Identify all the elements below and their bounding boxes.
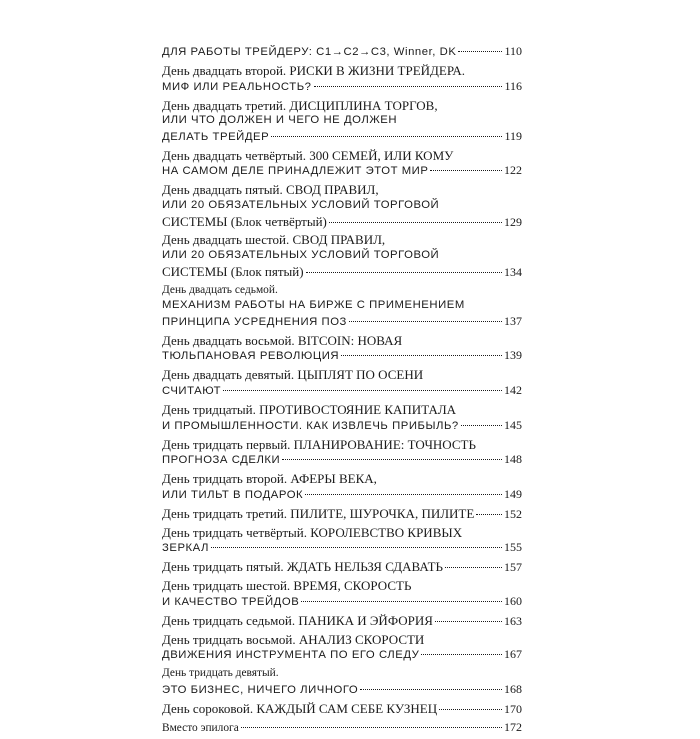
page-number: 116 [504,78,522,93]
leader-dots [211,547,502,548]
toc-entry-last-line [162,682,522,699]
leader-dots [341,355,502,356]
leader-dots [329,222,502,223]
toc-entry-line: ИЛИ 20 ОБЯЗАТЕЛЬНЫХ УСЛОВИЙ ТОРГОВОЙ [162,198,440,211]
toc-entry-title: День сороковой. КАЖДЫЙ САМ СЕБЕ КУЗНЕЦ [162,700,438,716]
page-number: 110 [504,44,522,58]
toc-entry-line: День тридцать первый. ПЛАНИРОВАНИЕ: ТОЧНОСТЬ [162,436,476,452]
toc-entry [162,283,522,331]
toc-entry [162,632,522,664]
toc-entry-title: И КАЧЕСТВО ТРЕЙДОВ [162,595,300,608]
page-number: 149 [504,486,522,501]
page-number: 148 [504,452,522,467]
toc-entry-last-line [162,418,522,435]
page-number: 163 [504,613,522,628]
toc-entry [162,437,522,469]
leader-dots [349,321,502,322]
leader-dots [271,136,502,137]
toc-entry-title: НА САМОМ ДЕЛЕ ПРИНАДЛЕЖИТ ЭТОТ МИР [162,165,429,178]
toc-entry-last-line [162,487,522,504]
toc-entry-line: День тридцать девятый. [162,667,279,680]
page-number: 172 [504,719,522,734]
toc-entry [162,720,522,737]
table-of-contents [162,44,522,739]
page-number: 134 [504,264,522,279]
toc-entry-title: ЗЕРКАЛ [162,542,209,555]
leader-dots [301,601,502,602]
toc-entry-title: СЧИТАЮТ [162,385,222,397]
page-number: 167 [504,647,522,662]
toc-entry-last-line [162,720,522,737]
toc-entry-title: ИЛИ ТИЛЬТ В ПОДАРОК [162,488,304,501]
toc-entry-last-line [162,129,522,146]
page-number: 155 [504,540,522,555]
toc-entry-line: День тридцать шестой. ВРЕМЯ, СКОРОСТЬ [162,578,412,594]
leader-dots [458,51,502,52]
toc-entry-title: ДЛЯ РАБОТЫ ТРЕЙДЕРУ: C1→C2→C3, Winner, DK [162,46,457,58]
toc-entry-line: День двадцать третий. ДИСЦИПЛИНА ТОРГОВ, [162,97,438,113]
toc-entry-title: День тридцать третий. ПИЛИТЕ, ШУРОЧКА, ПИЛИТЕ [162,505,475,521]
toc-entry-line: ИЛИ 20 ОБЯЗАТЕЛЬНЫХ УСЛОВИЙ ТОРГОВОЙ [162,249,440,262]
toc-entry-last-line [162,559,522,576]
page-number: 137 [504,313,522,328]
toc-entry-line: День тридцатый. ПРОТИВОСТОЯНИЕ КАПИТАЛА [162,401,457,417]
toc-entry-title: СИСТЕМЫ (Блок четвёртый) [162,213,327,229]
toc-entry [162,367,522,399]
toc-entry [162,525,522,557]
toc-entry-title: ДВИЖЕНИЯ ИНСТРУМЕНТА ПО ЕГО СЛЕДУ [162,649,420,662]
leader-dots [445,567,502,568]
toc-entry-title: ПРИНЦИПА УСРЕДНЕНИЯ ПОЗ [162,315,347,328]
page-number: 160 [504,593,522,608]
toc-entry-line: День тридцать второй. АФЕРЫ ВЕКА, [162,471,377,487]
leader-dots [360,689,502,690]
toc-entry-last-line [162,383,522,400]
toc-entry [162,402,522,434]
leader-dots [306,272,502,273]
page-number: 145 [504,417,522,432]
toc-entry-title: Вместо эпилога [162,721,239,734]
toc-entry-line: День двадцать четвёртый. 300 СЕМЕЙ, ИЛИ КОМУ [162,147,454,163]
page-number: 129 [504,214,522,229]
toc-entry-last-line [162,506,522,523]
toc-entry-line: День двадцать восьмой. BITCOIN: НОВАЯ [162,332,403,348]
toc-entry [162,559,522,576]
toc-entry-line: День тридцать восьмой. АНАЛИЗ СКОРОСТИ [162,631,425,647]
toc-entry-title: И ПРОМЫШЛЕННОСТИ. КАК ИЗВЛЕЧЬ ПРИБЫЛЬ? [162,419,459,432]
toc-entry-title: ПРОГНОЗА СДЕЛКИ [162,454,281,467]
toc-entry-line: День двадцать пятый. СВОД ПРАВИЛ, [162,182,379,198]
leader-dots [241,727,502,728]
toc-entry-line: День двадцать девятый. ЦЫПЛЯТ ПО ОСЕНИ [162,367,424,383]
toc-entry [162,666,522,698]
toc-entry-title: СИСТЕМЫ (Блок пятый) [162,263,304,279]
toc-entry [162,506,522,523]
toc-entry [162,701,522,718]
page-number: 157 [504,560,522,575]
toc-entry [162,148,522,180]
toc-entry-title: День тридцать пятый. ЖДАТЬ НЕЛЬЗЯ СДАВАТЬ [162,559,443,575]
toc-entry [162,182,522,230]
toc-entry-last-line [162,163,522,180]
leader-dots [439,709,502,710]
page-number: 168 [504,682,522,696]
page-number: 119 [504,128,522,143]
leader-dots [305,494,502,495]
toc-entry-last-line [162,79,522,96]
leader-dots [421,654,502,655]
toc-entry-last-line [162,44,522,61]
toc-entry [162,63,522,95]
toc-entry-line: День двадцать второй. РИСКИ В ЖИЗНИ ТРЕЙДЕРА. [162,62,466,78]
toc-entry [162,333,522,365]
toc-entry-title: МИФ ИЛИ РЕАЛЬНОСТЬ? [162,80,312,93]
page-number: 170 [504,701,522,716]
page-number: 142 [504,383,522,397]
toc-entry-last-line [162,314,522,331]
toc-entry-last-line [162,214,522,231]
leader-dots [476,514,502,515]
toc-entry-last-line [162,264,522,281]
toc-entry-last-line [162,701,522,718]
page-number: 152 [504,506,522,521]
toc-entry-line: День двадцать седьмой. [162,283,278,296]
toc-entry-title: ЭТО БИЗНЕС, НИЧЕГО ЛИЧНОГО [162,684,359,696]
toc-entry-title: ТЮЛЬПАНОВАЯ РЕВОЛЮЦИЯ [162,350,340,363]
toc-entry-last-line [162,348,522,365]
toc-entry-last-line [162,452,522,469]
toc-entry-line: День двадцать шестой. СВОД ПРАВИЛ, [162,232,386,248]
toc-entry [162,613,522,630]
toc-entry [162,471,522,503]
toc-entry-title: ДЕЛАТЬ ТРЕЙДЕР [162,130,270,143]
leader-dots [461,425,502,426]
toc-entry-last-line [162,594,522,611]
toc-entry-title: День тридцать седьмой. ПАНИКА И ЭЙФОРИЯ [162,612,433,628]
toc-entry [162,44,522,61]
page-number: 122 [504,163,522,178]
toc-entry-line: День тридцать четвёртый. КОРОЛЕВСТВО КРИВЫХ [162,524,463,540]
toc-entry [162,232,522,280]
leader-dots [314,86,503,87]
toc-entry [162,578,522,610]
toc-entry-line: МЕХАНИЗМ РАБОТЫ НА БИРЖЕ С ПРИМЕНЕНИЕМ [162,299,465,312]
toc-entry-last-line [162,613,522,630]
leader-dots [430,170,502,171]
toc-entry-last-line [162,647,522,664]
toc-entry-line: ИЛИ ЧТО ДОЛЖЕН И ЧЕГО НЕ ДОЛЖЕН [162,114,398,127]
leader-dots [435,621,502,622]
toc-entry [162,98,522,146]
leader-dots [282,459,502,460]
toc-entry-last-line [162,540,522,557]
page-number: 139 [504,348,522,363]
leader-dots [223,390,502,391]
